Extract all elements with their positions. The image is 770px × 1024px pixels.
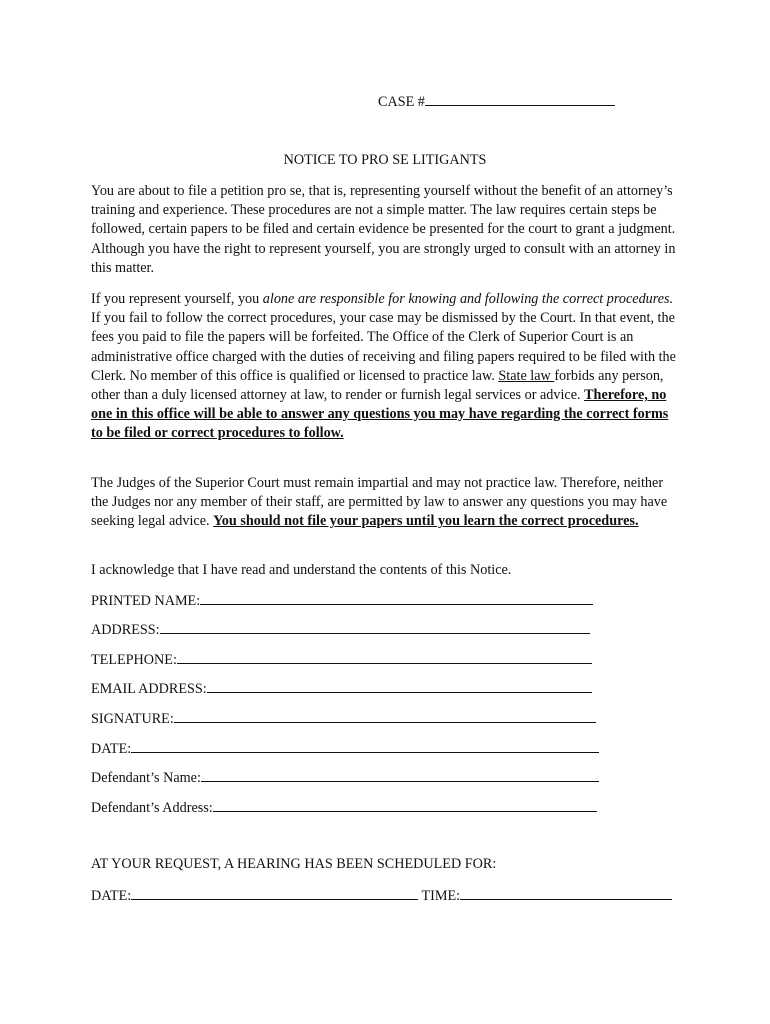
address-line[interactable] bbox=[160, 620, 590, 634]
address-label: ADDRESS: bbox=[91, 622, 160, 638]
paragraph-acknowledge: I acknowledge that I have read and understand the contents of this Notice. bbox=[91, 562, 512, 578]
case-number-field[interactable] bbox=[378, 92, 615, 111]
para2-italic: alone are responsible for knowing and following the correct procedures. bbox=[262, 291, 674, 307]
telephone-field[interactable] bbox=[91, 650, 592, 669]
case-number-label: CASE # bbox=[378, 94, 425, 110]
address-field[interactable] bbox=[91, 620, 590, 639]
printed-name-field[interactable] bbox=[91, 591, 593, 610]
paragraph-pro-se-intro: You are about to file a petition pro se, that is, representing yourself without the benefit of an attorney’s training and experience. These procedures are not a simple matter. The law requires certain steps be followed, certain papers to be filed and certain evidence be presented for the court to grant a judgment. Although you have the right to represent yourself, you are strongly urged to consult with an attorney in this matter. bbox=[91, 183, 676, 276]
para3-text-a: The Judges of the Superior Court must remain impartial and may not practice law. Therefore, neither the Judges nor any member of their staff, are permitted by law to answer any questions you may have seeking legal advice. bbox=[91, 475, 668, 530]
telephone-line[interactable] bbox=[177, 650, 592, 664]
paragraph-judges bbox=[91, 474, 681, 532]
paragraph-responsibility bbox=[91, 290, 681, 444]
para2-text-b: If you fail to follow the correct procedures, your case may be dismissed by the Court. In that event, the fees you paid to file the papers will be forfeited. The Office of the Clerk of Superior Court is an administrative office charged with the duties of receiving and filing papers required to be filed with the Clerk. No member of this office is qualified or licensed to practice law. bbox=[91, 310, 676, 384]
document-title: NOTICE TO PRO SE LITIGANTS bbox=[283, 152, 487, 168]
defendant-address-line[interactable] bbox=[213, 798, 597, 812]
signature-line[interactable] bbox=[174, 709, 596, 723]
hearing-date-time-row bbox=[91, 886, 672, 905]
signature-field[interactable] bbox=[91, 709, 596, 728]
defendant-address-label: Defendant’s Address: bbox=[91, 800, 213, 816]
date-field[interactable] bbox=[91, 739, 599, 758]
date-label: DATE: bbox=[91, 741, 132, 757]
hearing-notice: AT YOUR REQUEST, A HEARING HAS BEEN SCHEDULED FOR: bbox=[91, 856, 497, 872]
state-law-underlined: State law bbox=[498, 367, 555, 384]
para2-bold-warning: Therefore, no one in this office will be able to answer any questions you may have regarding the correct forms to be filed or correct procedures to follow. bbox=[91, 387, 669, 442]
defendant-address-field[interactable] bbox=[91, 798, 597, 817]
date-line[interactable] bbox=[131, 739, 599, 753]
case-number-line[interactable] bbox=[425, 92, 615, 106]
printed-name-line[interactable] bbox=[200, 591, 593, 605]
defendant-name-field[interactable] bbox=[91, 768, 599, 787]
hearing-date-line[interactable] bbox=[131, 886, 418, 900]
defendant-name-label: Defendant’s Name: bbox=[91, 770, 201, 786]
email-line[interactable] bbox=[207, 679, 592, 693]
printed-name-label: PRINTED NAME: bbox=[91, 593, 201, 609]
email-field[interactable] bbox=[91, 679, 592, 698]
email-label: EMAIL ADDRESS: bbox=[91, 681, 207, 697]
para2-text-c: forbids any person, other than a duly licensed attorney at law, to render or furnish legal services or advice. bbox=[91, 367, 664, 404]
defendant-name-line[interactable] bbox=[201, 768, 599, 782]
hearing-time-label: TIME: bbox=[421, 888, 461, 904]
hearing-time-line[interactable] bbox=[460, 886, 672, 900]
hearing-date-label: DATE: bbox=[91, 888, 132, 904]
para3-bold-warning: You should not file your papers until you learn the correct procedures. bbox=[213, 513, 639, 530]
para2-text-a: If you represent yourself, you bbox=[91, 291, 263, 307]
telephone-label: TELEPHONE: bbox=[91, 652, 177, 668]
signature-label: SIGNATURE: bbox=[91, 711, 174, 727]
